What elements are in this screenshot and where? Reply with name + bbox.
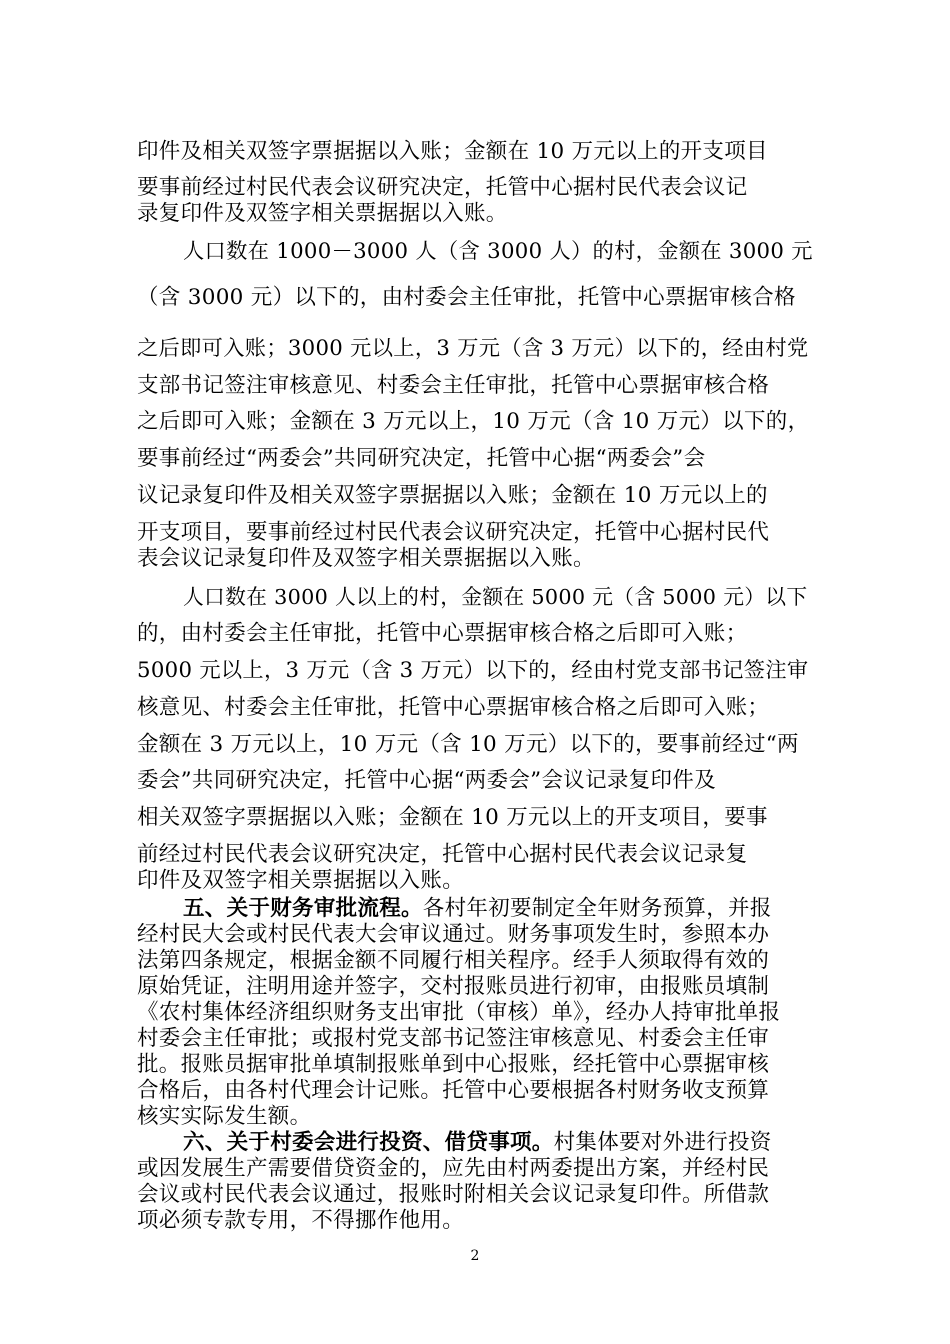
section-5-first-line xyxy=(183,896,772,922)
text-line: 金额在 3 万元以上，10 万元（含 10 万元）以下的，要事前经过“两 xyxy=(137,732,799,757)
text-line: 经村民大会或村民代表大会审议通过。财务事项发生时，参照本办 xyxy=(137,922,770,947)
text-line: 要事前经过“两委会”共同研究决定，托管中心据“两委会”会 xyxy=(137,446,706,471)
text-line: 委会”共同研究决定，托管中心据“两委会”会议记录复印件及 xyxy=(137,768,716,793)
text-line: 要事前经过村民代表会议研究决定，托管中心据村民代表会议记 xyxy=(137,175,748,200)
text-line: （含 3000 元）以下的，由村委会主任审批，托管中心票据审核合格 xyxy=(137,285,796,310)
text-line: 人口数在 3000 人以上的村，金额在 5000 元（含 5000 元）以下 xyxy=(183,585,808,609)
text-line: 相关双签字票据据以入账；金额在 10 万元以上的开支项目，要事 xyxy=(137,805,768,830)
text-line: 各村年初要制定全年财务预算，并报 xyxy=(422,896,772,921)
text-line: 开支项目，要事前经过村民代表会议研究决定，托管中心据村民代 xyxy=(137,520,770,545)
text-line: 原始凭证，注明用途并签字，交村报账员进行初审，由报账员填制 xyxy=(137,974,770,999)
text-line: 人口数在 1000－3000 人（含 3000 人）的村，金额在 3000 元 xyxy=(183,239,813,264)
text-line: 核实实际发生额。 xyxy=(137,1104,312,1129)
text-line: 法第四条规定，根据金额不同履行相关程序。经手人须取得有效的 xyxy=(137,948,770,973)
text-line: 《农村集体经济组织财务支出审批（审核）单》，经办人持审批单报 xyxy=(137,1000,781,1025)
text-line: 印件及相关双签字票据据以入账；金额在 10 万元以上的开支项目 xyxy=(137,139,768,164)
text-line: 村委会主任审批；或报村党支部书记签注审核意见、村委会主任审 xyxy=(137,1026,770,1051)
section-5-heading: 五、关于财务审批流程。 xyxy=(183,896,423,921)
text-line: 项必须专款专用，不得挪作他用。 xyxy=(137,1208,465,1233)
section-6-first-line xyxy=(183,1130,772,1156)
text-line: 核意见、村委会主任审批，托管中心票据审核合格之后即可入账； xyxy=(137,695,770,720)
text-line: 批。报账员据审批单填制报账单到中心报账，经托管中心票据审核 xyxy=(137,1052,770,1077)
text-line: 村集体要对外进行投资 xyxy=(553,1130,772,1155)
text-line: 之后即可入账；3000 元以上，3 万元（含 3 万元）以下的，经由村党 xyxy=(137,336,809,361)
page-number: 2 xyxy=(470,1248,480,1264)
text-line: 表会议记录复印件及双签字相关票据据以入账。 xyxy=(137,546,595,571)
text-line: 支部书记签注审核意见、村委会主任审批，托管中心票据审核合格 xyxy=(137,373,770,398)
text-line: 议记录复印件及相关双签字票据据以入账；金额在 10 万元以上的 xyxy=(137,483,768,508)
text-line: 合格后，由各村代理会计记账。托管中心要根据各村财务收支预算 xyxy=(137,1078,770,1103)
text-line: 前经过村民代表会议研究决定，托管中心据村民代表会议记录复 xyxy=(137,842,748,867)
text-line: 印件及双签字相关票据据以入账。 xyxy=(137,868,465,893)
text-line: 5000 元以上，3 万元（含 3 万元）以下的，经由村党支部书记签注审 xyxy=(137,658,809,683)
text-line: 会议或村民代表会议通过，报账时附相关会议记录复印件。所借款 xyxy=(137,1182,770,1207)
text-line: 录复印件及双签字相关票据据以入账。 xyxy=(137,201,508,226)
text-line: 或因发展生产需要借贷资金的，应先由村两委提出方案，并经村民 xyxy=(137,1156,770,1181)
text-line: 之后即可入账；金额在 3 万元以上，10 万元（含 10 万元）以下的， xyxy=(137,409,810,434)
section-6-heading: 六、关于村委会进行投资、借贷事项。 xyxy=(183,1130,554,1155)
text-line: 的，由村委会主任审批，托管中心票据审核合格之后即可入账； xyxy=(137,621,748,646)
